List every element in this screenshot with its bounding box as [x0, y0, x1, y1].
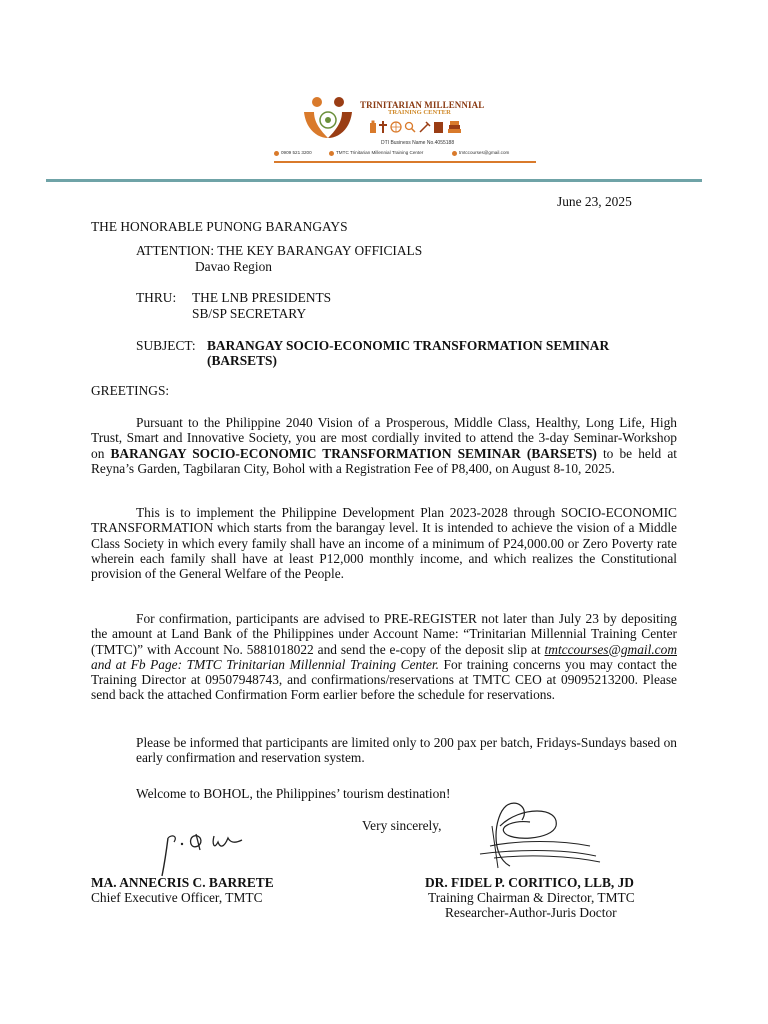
org-name: TRINITARIAN MILLENNIAL [360, 100, 485, 110]
letterhead [248, 88, 540, 164]
org-subname: TRAINING CENTER [388, 109, 451, 116]
paragraph-registration: For confirmation, participants are advised to PRE-REGISTER not later than July 23 by depositing the amount at Land Bank of the Philippines under Account Name: “Trinitarian Millennial Training Center (TMTC)” with Account No. 5881018022 and send the e-copy of the deposit slip at tmtccourses@gmail.com and at Fb Page: TMTC Trinitarian Millennial Training Center. For training concerns you may contact the Training Director at 09507948743, and confirmations/reservations at TMTC CEO at 09095213200. Please send back the attached Confirmation Form earlier before the schedule for reservations. [91, 611, 677, 703]
contact-row [274, 150, 536, 158]
paragraph-invitation: Pursuant to the Philippine 2040 Vision of a Prosperous, Middle Class, Healthy, Long Life, High Trust, Smart and Innovative Society, you are most cordially invited to attend the 3-day Seminar-Workshop on BARANGAY SOCIO-ECONOMIC TRANSFORMATION SEMINAR (BARSETS) to be held at Reyna’s Garden, Tagbilaran City, Bohol with a Registration Fee of P8,400, on August 8-10, 2025. [91, 415, 677, 476]
thru-line-2: SB/SP SECRETARY [192, 306, 307, 321]
logo-hands-icon [300, 94, 356, 142]
letter-date: June 23, 2025 [557, 194, 632, 209]
thru-line-1: THE LNB PRESIDENTS [192, 290, 332, 305]
header-rule [46, 179, 702, 182]
addressee: THE HONORABLE PUNONG BARANGAYS [91, 219, 348, 234]
signatory-right-title-2: Researcher-Author-Juris Doctor [445, 905, 617, 920]
email-link[interactable]: tmtccourses@gmail.com [544, 641, 677, 657]
subject-label: SUBJECT: [136, 338, 196, 353]
letterhead-underline [274, 161, 536, 163]
attention-region: Davao Region [195, 259, 272, 274]
fb-page: and at Fb Page: TMTC Trinitarian Millennial Training Center. [91, 656, 439, 672]
paragraph-purpose: This is to implement the Philippine Development Plan 2023-2028 through SOCIO-ECONOMIC TRANSFORMATION which starts from the barangay level. It is intended to achieve the vision of a Middle Class Society in which every family shall have an income of a minimum of P24,000.00 or Zero Poverty rate wherein each family shall have at least P12,000 monthly income, and which realizes the Constitutional provision of the General Welfare of the People. [91, 505, 677, 582]
subject-line-1: BARANGAY SOCIO-ECONOMIC TRANSFORMATION SEMINAR [207, 338, 610, 353]
facebook-icon [329, 151, 334, 156]
dti-number: DTI Business Name No.4055188 [381, 140, 455, 146]
paragraph-welcome: Welcome to BOHOL, the Philippines’ tourism destination! [136, 786, 451, 801]
signature-left-icon [150, 832, 250, 878]
phone-icon [274, 151, 279, 156]
signatory-left-name: MA. ANNECRIS C. BARRETE [91, 875, 274, 890]
signatory-right-title-1: Training Chairman & Director, TMTC [428, 890, 635, 905]
service-icons [368, 120, 464, 134]
signature-right-icon [470, 796, 610, 876]
contact-email: tmtccourses@gmail.com [459, 150, 510, 155]
closing: Very sincerely, [362, 818, 442, 833]
paragraph-limits: Please be informed that participants are limited only to 200 pax per batch, Fridays-Sundays based on early confirmation and reservation system. [136, 735, 677, 766]
thru-label: THRU: [136, 290, 177, 305]
attention-line: ATTENTION: THE KEY BARANGAY OFFICIALS [136, 243, 423, 258]
contact-facebook: TMTC Trinitarian Millennial Training Center [336, 150, 424, 155]
signatory-right-name: DR. FIDEL P. CORITICO, LLB, JD [425, 875, 634, 890]
greeting: GREETINGS: [91, 383, 170, 398]
subject-line-2: (BARSETS) [207, 353, 277, 368]
email-icon [452, 151, 457, 156]
seminar-name: BARANGAY SOCIO-ECONOMIC TRANSFORMATION SEMINAR (BARSETS) [110, 445, 597, 461]
signatory-left-title: Chief Executive Officer, TMTC [91, 890, 263, 905]
contact-phone: 0909 521 3200 [281, 150, 312, 155]
